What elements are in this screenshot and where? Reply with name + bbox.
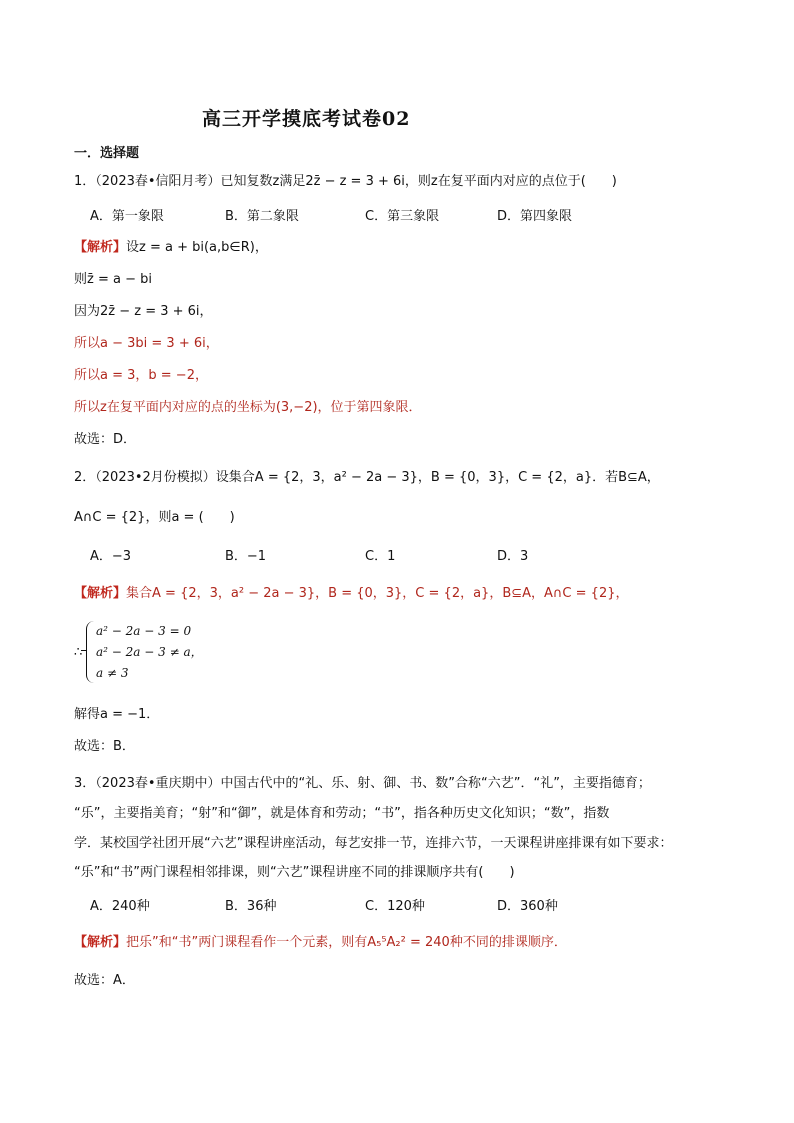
analysis-tag: 【解析】 xyxy=(74,586,127,601)
q3-analysis-text: 把乐”和“书”两门课程看作一个元素，则有A₅⁵A₂² = 240种不同的排课顺序． xyxy=(126,935,567,950)
q2-analysis-text: 集合A = {2，3，a² − 2a − 3}，B = {0，3}，C = {2，a}，B⊆A，A∩C = {2}， xyxy=(126,586,629,601)
q1-step-2: 则z̄ = a − bi xyxy=(74,272,152,287)
q2-option-b: B．−1 xyxy=(225,549,267,564)
q1-option-d: D．第四象限 xyxy=(497,209,573,224)
q3-analysis xyxy=(74,933,567,953)
section-heading: 一．选择题 xyxy=(74,146,140,161)
question-3-stem-line-3: 学．某校国学社团开展“六艺”课程讲座活动，每艺安排一节，连排六节，一天课程讲座排课有如下要求： xyxy=(74,836,673,851)
analysis-tag: 【解析】 xyxy=(74,240,127,255)
q2-answer: 故选：B． xyxy=(74,739,135,754)
q1-step-4: 所以a − 3bi = 3 + 6i， xyxy=(74,336,219,351)
q2-analysis xyxy=(74,584,628,604)
question-2-stem-cont: A∩C = {2}，则a = ( ) xyxy=(74,510,235,525)
q1-step-5: 所以a = 3，b = −2， xyxy=(74,368,208,383)
q1-step-6: 所以z在复平面内对应的点的坐标为(3,−2)，位于第四象限． xyxy=(74,400,422,415)
q1-option-b: B．第二象限 xyxy=(225,209,299,224)
q1-answer: 故选：D． xyxy=(74,432,137,447)
therefore-symbol: ∴ xyxy=(74,645,83,660)
q1-option-a: A．第一象限 xyxy=(90,209,164,224)
question-2-stem: 2．（2023•2月份模拟）设集合A = {2，3，a² − 2a − 3}，B = {0，3}，C = {2，a}．若B⊆A， xyxy=(74,470,660,485)
q1-analysis-line-1 xyxy=(74,238,268,258)
q3-option-c: C．120种 xyxy=(365,899,425,914)
q3-option-d: D．360种 xyxy=(497,899,558,914)
q2-option-d: D．3 xyxy=(497,549,529,564)
question-3-stem-line-1: 3．（2023春•重庆期中）中国古代中的“礼、乐、射、御、书、数”合称“六艺”．“礼”，主要指德育； xyxy=(74,776,651,791)
q2-solve: 解得a = −1． xyxy=(74,707,160,722)
q3-option-b: B．36种 xyxy=(225,899,277,914)
q1-step-3: 因为2z̄ − z = 3 + 6i， xyxy=(74,304,213,319)
analysis-tag: 【解析】 xyxy=(74,935,127,950)
q1-option-c: C．第三象限 xyxy=(365,209,440,224)
q1-step-1: 设z = a + bi(a,b∈R)， xyxy=(126,240,268,255)
q3-answer: 故选：A． xyxy=(74,973,135,988)
q2-system-eq-2: a² − 2a − 3 ≠ a， xyxy=(96,645,203,659)
page-title: 高三开学摸底考试卷02 xyxy=(202,108,411,130)
q2-option-a: A．−3 xyxy=(90,549,132,564)
q2-option-c: C．1 xyxy=(365,549,396,564)
question-1-stem: 1．（2023春•信阳月考）已知复数z满足2z̄ − z = 3 + 6i，则z在复平面内对应的点位于( ) xyxy=(74,174,617,189)
question-3-stem-line-2: “乐”，主要指美育；“射”和“御”，就是体育和劳动；“书”，指各种历史文化知识；“数”，指数 xyxy=(74,806,610,821)
system-brace xyxy=(86,621,95,683)
q2-system-eq-1: a² − 2a − 3 = 0 xyxy=(96,624,192,638)
q2-system-eq-3: a ≠ 3 xyxy=(96,666,129,680)
q3-option-a: A．240种 xyxy=(90,899,150,914)
question-3-stem-line-4: “乐”和“书”两门课程相邻排课，则“六艺”课程讲座不同的排课顺序共有( ) xyxy=(74,865,515,880)
